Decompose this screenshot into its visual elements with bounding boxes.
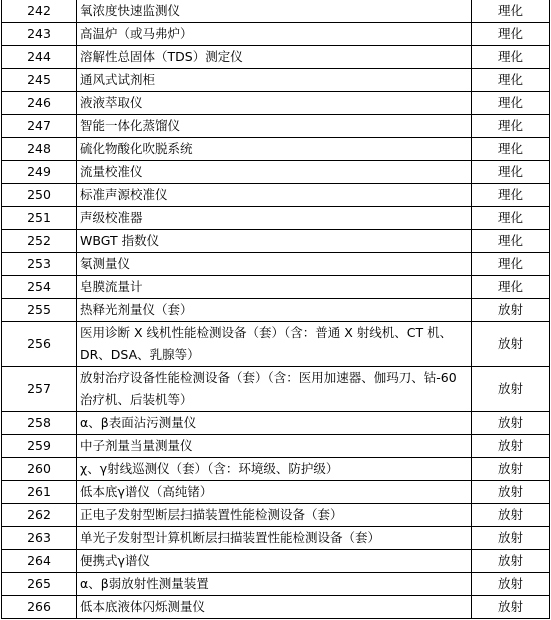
- equipment-name-cell: 氡测量仪: [77, 253, 472, 276]
- equipment-name-cell: 放射治疗设备性能检测设备（套）（含：医用加速器、伽玛刀、钴-60 治疗机、后装机等）: [77, 367, 472, 412]
- table-row: [2, 527, 550, 550]
- equipment-name-cell: 溶解性总固体（TDS）测定仪: [77, 46, 472, 69]
- row-number-cell: 262: [2, 504, 77, 527]
- row-number-cell: 258: [2, 412, 77, 435]
- row-number-cell: 246: [2, 92, 77, 115]
- table-row: [2, 299, 550, 322]
- category-cell: 放射: [472, 435, 550, 458]
- table-row: [2, 253, 550, 276]
- category-cell: 理化: [472, 230, 550, 253]
- row-number-cell: 263: [2, 527, 77, 550]
- table-row: [2, 230, 550, 253]
- category-cell: 理化: [472, 276, 550, 299]
- row-number-cell: 247: [2, 115, 77, 138]
- table-row: [2, 184, 550, 207]
- equipment-name-cell: 便携式γ谱仪: [77, 550, 472, 573]
- category-cell: 放射: [472, 299, 550, 322]
- equipment-name-cell: WBGT 指数仪: [77, 230, 472, 253]
- category-cell: 理化: [472, 161, 550, 184]
- row-number-cell: 242: [2, 0, 77, 23]
- category-cell: 理化: [472, 138, 550, 161]
- table-row: [2, 573, 550, 596]
- row-number-cell: 261: [2, 481, 77, 504]
- equipment-name-cell: 单光子发射型计算机断层扫描装置性能检测设备（套）: [77, 527, 472, 550]
- equipment-name-cell: 皂膜流量计: [77, 276, 472, 299]
- table-row: [2, 322, 550, 367]
- category-cell: 放射: [472, 412, 550, 435]
- row-number-cell: 248: [2, 138, 77, 161]
- row-number-cell: 260: [2, 458, 77, 481]
- equipment-name-cell: χ、γ射线巡测仪（套）（含：环境级、防护级）: [77, 458, 472, 481]
- table-body: [2, 0, 550, 619]
- equipment-name-cell: 热释光剂量仪（套）: [77, 299, 472, 322]
- category-cell: 理化: [472, 207, 550, 230]
- row-number-cell: 256: [2, 322, 77, 367]
- row-number-cell: 257: [2, 367, 77, 412]
- category-cell: 放射: [472, 550, 550, 573]
- row-number-cell: 245: [2, 69, 77, 92]
- equipment-name-cell: 声级校准器: [77, 207, 472, 230]
- table-row: [2, 46, 550, 69]
- row-number-cell: 265: [2, 573, 77, 596]
- equipment-name-cell: α、β弱放射性测量装置: [77, 573, 472, 596]
- equipment-name-cell: 正电子发射型断层扫描装置性能检测设备（套）: [77, 504, 472, 527]
- category-cell: 理化: [472, 92, 550, 115]
- row-number-cell: 251: [2, 207, 77, 230]
- category-cell: 放射: [472, 527, 550, 550]
- row-number-cell: 243: [2, 23, 77, 46]
- equipment-table: [1, 0, 550, 619]
- category-cell: 放射: [472, 481, 550, 504]
- category-cell: 放射: [472, 322, 550, 367]
- table-row: [2, 92, 550, 115]
- equipment-name-cell: 医用诊断 X 线机性能检测设备（套）（含：普通 X 射线机、CT 机、DR、DSA、乳腺等）: [77, 322, 472, 367]
- table-row: [2, 115, 550, 138]
- table-row: [2, 207, 550, 230]
- row-number-cell: 266: [2, 596, 77, 619]
- table-row: [2, 138, 550, 161]
- row-number-cell: 254: [2, 276, 77, 299]
- category-cell: 放射: [472, 596, 550, 619]
- category-cell: 放射: [472, 367, 550, 412]
- equipment-name-cell: 低本底液体闪烁测量仪: [77, 596, 472, 619]
- equipment-name-cell: 低本底γ谱仪（高纯锗）: [77, 481, 472, 504]
- row-number-cell: 255: [2, 299, 77, 322]
- category-cell: 理化: [472, 23, 550, 46]
- equipment-name-cell: 氧浓度快速监测仪: [77, 0, 472, 23]
- table-row: [2, 412, 550, 435]
- table-row: [2, 161, 550, 184]
- category-cell: 理化: [472, 115, 550, 138]
- table-row: [2, 0, 550, 23]
- equipment-name-cell: 液液萃取仪: [77, 92, 472, 115]
- equipment-name-cell: 标准声源校准仪: [77, 184, 472, 207]
- category-cell: 理化: [472, 253, 550, 276]
- row-number-cell: 259: [2, 435, 77, 458]
- equipment-name-cell: 通风式试剂柜: [77, 69, 472, 92]
- category-cell: 放射: [472, 504, 550, 527]
- table-row: [2, 23, 550, 46]
- row-number-cell: 253: [2, 253, 77, 276]
- category-cell: 放射: [472, 573, 550, 596]
- equipment-name-cell: 智能一体化蒸馏仪: [77, 115, 472, 138]
- table-row: [2, 596, 550, 619]
- row-number-cell: 252: [2, 230, 77, 253]
- equipment-name-cell: 硫化物酸化吹脱系统: [77, 138, 472, 161]
- table-row: [2, 458, 550, 481]
- equipment-name-cell: 流量校准仪: [77, 161, 472, 184]
- equipment-name-cell: 中子剂量当量测量仪: [77, 435, 472, 458]
- row-number-cell: 249: [2, 161, 77, 184]
- category-cell: 理化: [472, 69, 550, 92]
- equipment-name-cell: α、β表面沾污测量仪: [77, 412, 472, 435]
- equipment-name-cell: 高温炉（或马弗炉）: [77, 23, 472, 46]
- table-row: [2, 367, 550, 412]
- category-cell: 理化: [472, 0, 550, 23]
- table-row: [2, 276, 550, 299]
- row-number-cell: 250: [2, 184, 77, 207]
- table-row: [2, 550, 550, 573]
- category-cell: 理化: [472, 184, 550, 207]
- table-row: [2, 69, 550, 92]
- table-row: [2, 481, 550, 504]
- category-cell: 理化: [472, 46, 550, 69]
- category-cell: 放射: [472, 458, 550, 481]
- table-row: [2, 504, 550, 527]
- table-row: [2, 435, 550, 458]
- row-number-cell: 264: [2, 550, 77, 573]
- row-number-cell: 244: [2, 46, 77, 69]
